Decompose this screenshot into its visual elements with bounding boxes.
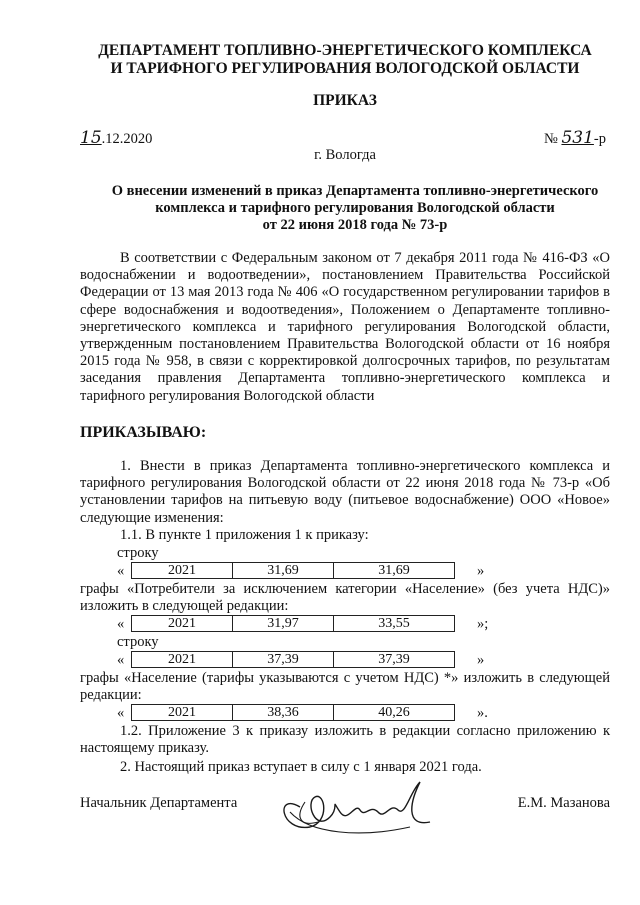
stroku-label-1: строку bbox=[117, 545, 159, 561]
cell-value-1: 31,69 bbox=[233, 563, 334, 579]
handwritten-signature bbox=[270, 772, 460, 842]
quote-open: « bbox=[117, 705, 125, 721]
table-row-b bbox=[117, 615, 617, 635]
tariff-table-b bbox=[131, 615, 455, 632]
cell-year: 2021 bbox=[132, 652, 233, 668]
cell-value-1: 37,39 bbox=[233, 652, 334, 668]
graph-text-1: графы «Потребители за исключением категории «Население» (без учета НДС)» изложить в следующей редакции: bbox=[80, 581, 610, 615]
order-number bbox=[544, 130, 606, 148]
cell-value-1: 31,97 bbox=[233, 616, 334, 632]
cell-value-2: 40,26 bbox=[334, 705, 455, 721]
cell-value-2: 31,69 bbox=[334, 563, 455, 579]
cell-value-2: 37,39 bbox=[334, 652, 455, 668]
item-1-1: 1.1. В пункте 1 приложения 1 к приказу: bbox=[120, 527, 369, 543]
quote-close-semicolon: »; bbox=[477, 616, 489, 632]
quote-close-dot: ». bbox=[477, 705, 488, 721]
cell-year: 2021 bbox=[132, 705, 233, 721]
table-row-c bbox=[117, 651, 617, 671]
city: г. Вологда bbox=[314, 147, 376, 163]
subject-line-3: от 22 июня 2018 года № 73-р bbox=[262, 217, 448, 233]
subject-line-2: комплекса и тарифного регулирования Вологодской области bbox=[155, 200, 555, 216]
tariff-table-d bbox=[131, 704, 455, 721]
department-header bbox=[60, 42, 630, 78]
item-1: 1. Внести в приказ Департамента топливно-энергетического комплекса и тарифного регулирования Вологодской области от 22 июня 2018 года № 73-р «Об установлении тарифов на питьевую воду (питьевое водоснабжение) ООО «Новое» следующие изменения: bbox=[80, 458, 610, 526]
header-line-1: ДЕПАРТАМЕНТ ТОПЛИВНО-ЭНЕРГЕТИЧЕСКОГО КОМПЛЕКСА bbox=[98, 42, 592, 59]
tariff-table-a bbox=[131, 562, 455, 579]
signature-position: Начальник Департамента bbox=[80, 795, 238, 811]
header-line-2: И ТАРИФНОГО РЕГУЛИРОВАНИЯ ВОЛОГОДСКОЙ ОБЛАСТИ bbox=[110, 60, 580, 77]
cell-value-2: 33,55 bbox=[334, 616, 455, 632]
quote-open: « bbox=[117, 616, 125, 632]
number-suffix: -р bbox=[593, 131, 606, 147]
item-2: 2. Настоящий приказ вступает в силу с 1 января 2021 года. bbox=[120, 759, 482, 775]
date-day-handwritten: 15 bbox=[80, 128, 102, 148]
order-subject bbox=[100, 183, 610, 234]
number-prefix: № bbox=[543, 131, 562, 147]
quote-open: « bbox=[117, 563, 125, 579]
tariff-table-c bbox=[131, 651, 455, 668]
stroku-label-2: строку bbox=[117, 634, 159, 650]
preamble-paragraph: В соответствии с Федеральным законом от 7 декабря 2011 года № 416-ФЗ «О водоснабжении и водоотведении», постановлением Правительства Российской Федерации от 13 мая 2013 года № 406 «О государственном регулировании тарифов в сфере водоснабжения и водоотведения», Положением о Департаменте топливно-энергетического комплекса и тарифного регулирования Вологодской области, утвержденным постановлением Правительства Вологодской области от 16 ноября 2015 года № 958, в связи с корректировкой долгосрочных тарифов, по результатам заседания правления Департамента топливно-энергетического комплекса и тарифного регулирования Вологодской области bbox=[80, 250, 610, 404]
command-heading: ПРИКАЗЫВАЮ: bbox=[80, 424, 207, 441]
number-handwritten: 531 bbox=[561, 128, 594, 148]
graph-text-2: графы «Население (тарифы указываются с учетом НДС) *» изложить в следующей редакции: bbox=[80, 670, 610, 704]
table-row-d bbox=[117, 704, 617, 724]
quote-open: « bbox=[117, 652, 125, 668]
cell-value-1: 38,36 bbox=[233, 705, 334, 721]
item-1-2: 1.2. Приложение 3 к приказу изложить в редакции согласно приложению к настоящему приказу. bbox=[80, 723, 610, 757]
subject-line-1: О внесении изменений в приказ Департамента топливно-энергетического bbox=[111, 183, 599, 199]
cell-year: 2021 bbox=[132, 616, 233, 632]
document-type: ПРИКАЗ bbox=[313, 92, 377, 109]
date-rest: .12.2020 bbox=[101, 131, 153, 147]
quote-close: » bbox=[477, 563, 485, 579]
signatory-name: Е.М. Мазанова bbox=[517, 795, 610, 811]
order-date bbox=[80, 130, 152, 148]
cell-year: 2021 bbox=[132, 563, 233, 579]
table-row-a bbox=[117, 562, 617, 582]
quote-close: » bbox=[477, 652, 485, 668]
